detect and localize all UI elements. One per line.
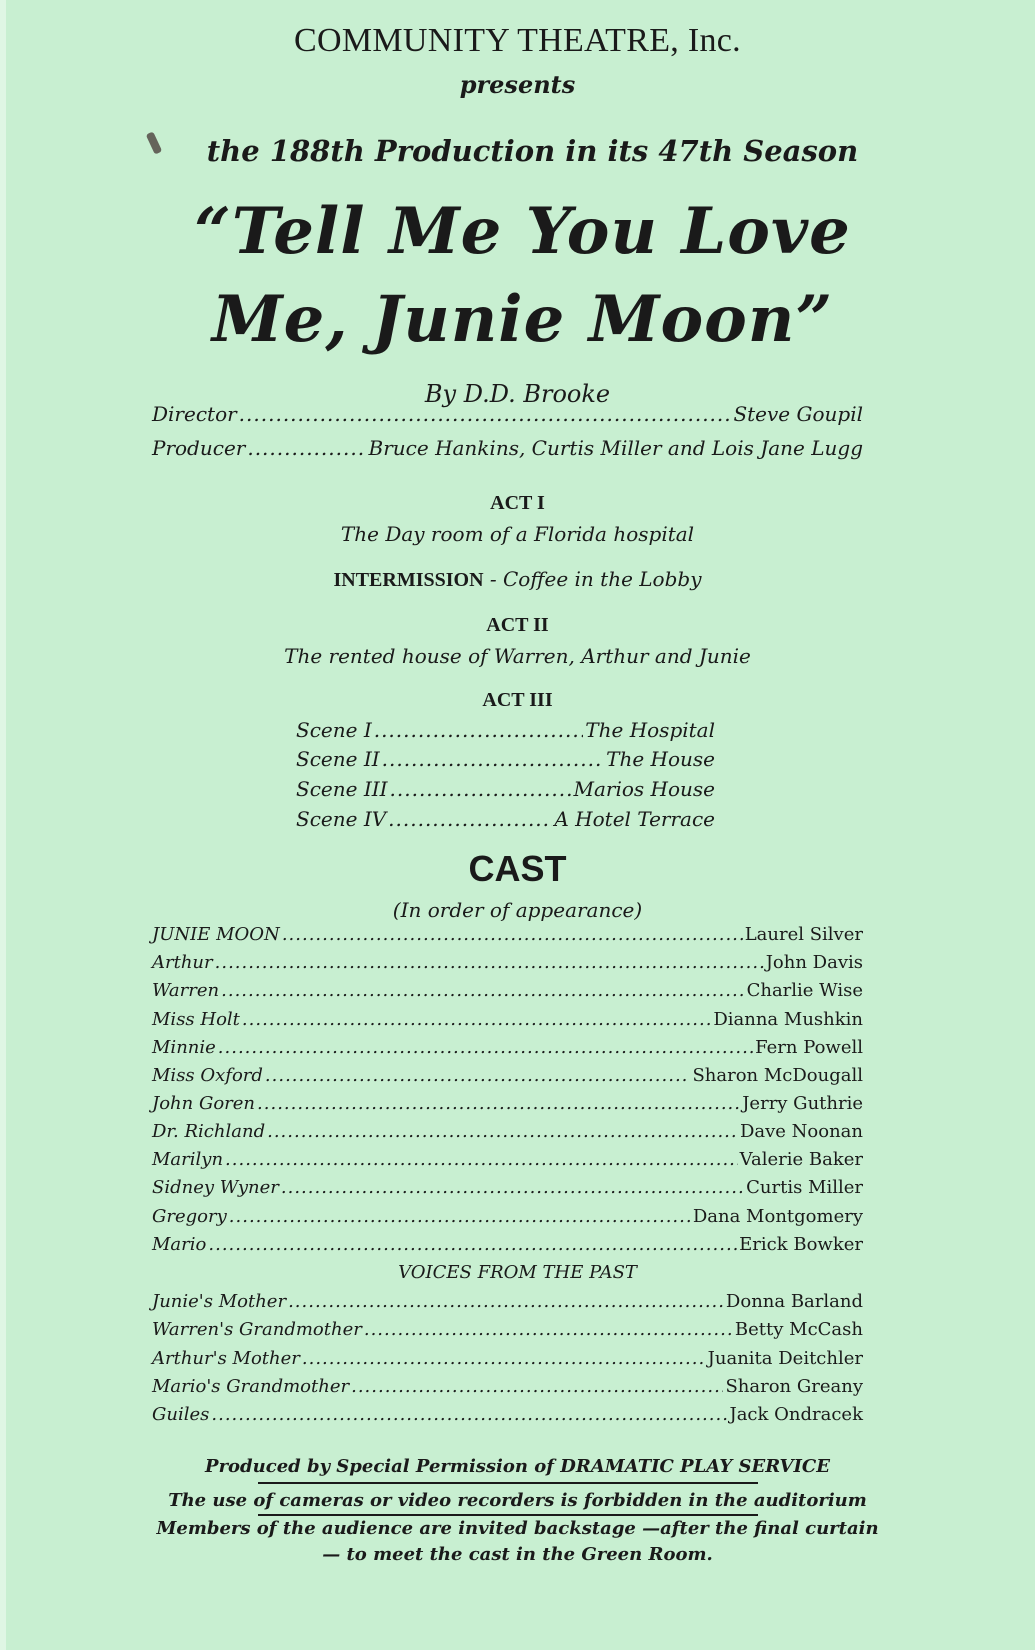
cast-row [152,1206,863,1227]
cast-row [152,924,863,945]
backstage-notice-2: — to meet the cast in the Green Room. [322,1544,713,1565]
cast-actor: Dana Montgomery [692,1206,863,1227]
voices-heading: VOICES FROM THE PAST [398,1262,637,1283]
play-title-line-2: Me, Junie Moon” [211,282,834,357]
credit-role: Director [152,402,237,426]
cast-row [152,1037,863,1058]
cast-heading: CAST [468,848,567,889]
leader-dots [218,1037,753,1058]
paper-edge [0,0,6,1650]
leader-dots [247,436,366,460]
cast-row [152,980,863,1001]
cast-role: Arthur's Mother [152,1348,300,1369]
cast-actor: Charlie Wise [746,980,863,1001]
scene-row [296,777,715,801]
credit-row-director [152,402,863,426]
voice-row [152,1291,863,1312]
voice-row [152,1376,863,1397]
cast-row [152,1149,863,1170]
voice-row [152,1348,863,1369]
intermission-detail: - Coffee in the Lobby [483,567,702,591]
scene-label: Scene III [296,777,388,801]
cast-actor: Jerry Guthrie [742,1093,863,1114]
footer-underline [258,1514,758,1516]
voice-row [152,1319,863,1340]
cast-subheading: (In order of appearance) [392,898,643,922]
permission-notice: Produced by Special Permission of DRAMATIC PLAY SERVICE [205,1456,830,1477]
cast-role: Minnie [152,1037,216,1058]
cast-role: Miss Holt [152,1009,240,1030]
cast-actor: Laurel Silver [744,924,863,945]
cast-actor: Sharon McDougall [692,1065,863,1086]
leader-dots [351,1376,723,1397]
act-2-title: ACT II [486,614,549,636]
author-line: By D.D. Brooke [424,380,611,408]
scene-place: A Hotel Terrace [554,807,715,831]
cast-role: Guiles [152,1404,210,1425]
production-line: the 188th Production in its 47th Season [206,134,859,168]
scene-place: The Hospital [585,718,715,742]
leader-dots [364,1319,733,1340]
cast-row [152,1234,863,1255]
voice-row [152,1404,863,1425]
leader-dots [388,807,552,831]
cast-role: Arthur [152,952,213,973]
leader-dots [257,1093,740,1114]
company-name: COMMUNITY THEATRE, Inc. [294,22,741,59]
act-3-title: ACT III [482,689,553,711]
leader-dots [288,1291,724,1312]
scene-row [296,718,715,742]
backstage-notice-1: Members of the audience are invited backstage —after the final curtain [156,1518,879,1539]
cast-row [152,1093,863,1114]
camera-notice: The use of cameras or video recorders is forbidden in the auditorium [168,1490,867,1511]
cast-actor: Valerie Baker [739,1149,863,1170]
cast-role: Dr. Richland [152,1121,266,1142]
cast-actor: Erick Bowker [739,1234,863,1255]
scene-place: The House [606,747,715,771]
cast-actor: Betty McCash [734,1319,863,1340]
leader-dots [281,1177,744,1198]
cast-role: Gregory [152,1206,227,1227]
leader-dots [242,1009,711,1030]
leader-dots [221,980,744,1001]
cast-role: Mario's Grandmother [152,1376,350,1397]
cast-role: Sidney Wyner [152,1177,279,1198]
leader-dots [215,952,764,973]
cast-actor: Dave Noonan [739,1121,863,1142]
scene-label: Scene II [296,747,380,771]
cast-role: John Goren [152,1093,256,1114]
cast-role: JUNIE MOON [152,924,280,945]
leader-dots [302,1348,706,1369]
leader-dots [374,718,584,742]
scene-label: Scene I [296,718,372,742]
leader-dots [282,924,743,945]
cast-actor: Dianna Mushkin [713,1009,863,1030]
presents-text: presents [459,70,576,99]
footer-divider [258,1482,758,1484]
cast-row [152,1177,863,1198]
leader-dots [239,402,732,426]
act-2-description: The rented house of Warren, Arthur and Junie [284,644,751,668]
cast-role: Marilyn [152,1149,224,1170]
intermission-label: INTERMISSION [333,569,484,591]
act-1-title: ACT I [490,492,545,514]
credit-role: Producer [152,436,246,460]
cast-actor: Curtis Miller [746,1177,863,1198]
cast-actor: Sharon Greany [725,1376,863,1397]
act-1-description: The Day room of a Florida hospital [340,522,695,546]
cast-actor: John Davis [765,952,863,973]
cast-actor: Juanita Deitchler [707,1348,863,1369]
cast-role: Miss Oxford [152,1065,263,1086]
leader-dots [208,1234,737,1255]
scene-label: Scene IV [296,807,387,831]
leader-dots [211,1404,727,1425]
leader-dots [382,747,604,771]
cast-role: Warren [152,980,220,1001]
scene-place: Marios House [573,777,715,801]
cast-row [152,1065,863,1086]
leader-dots [267,1121,738,1142]
cast-row [152,1121,863,1142]
leader-dots [229,1206,691,1227]
leader-dots [225,1149,738,1170]
play-title-line-1: “Tell Me You Love [194,194,851,269]
credit-name: Bruce Hankins, Curtis Miller and Lois Jane Lugg [368,436,863,460]
credit-name: Steve Goupil [733,402,863,426]
intermission-line [0,567,1035,592]
cast-actor: Fern Powell [755,1037,863,1058]
leader-dots [265,1065,691,1086]
cast-role: Mario [152,1234,207,1255]
cast-actor: Jack Ondracek [729,1404,863,1425]
leader-dots [390,777,572,801]
cast-actor: Donna Barland [725,1291,863,1312]
cast-role: Warren's Grandmother [152,1319,362,1340]
scene-row [296,747,715,771]
credit-row-producer [152,436,863,460]
scene-row [296,807,715,831]
cast-row [152,952,863,973]
cast-row [152,1009,863,1030]
cast-role: Junie's Mother [152,1291,287,1312]
